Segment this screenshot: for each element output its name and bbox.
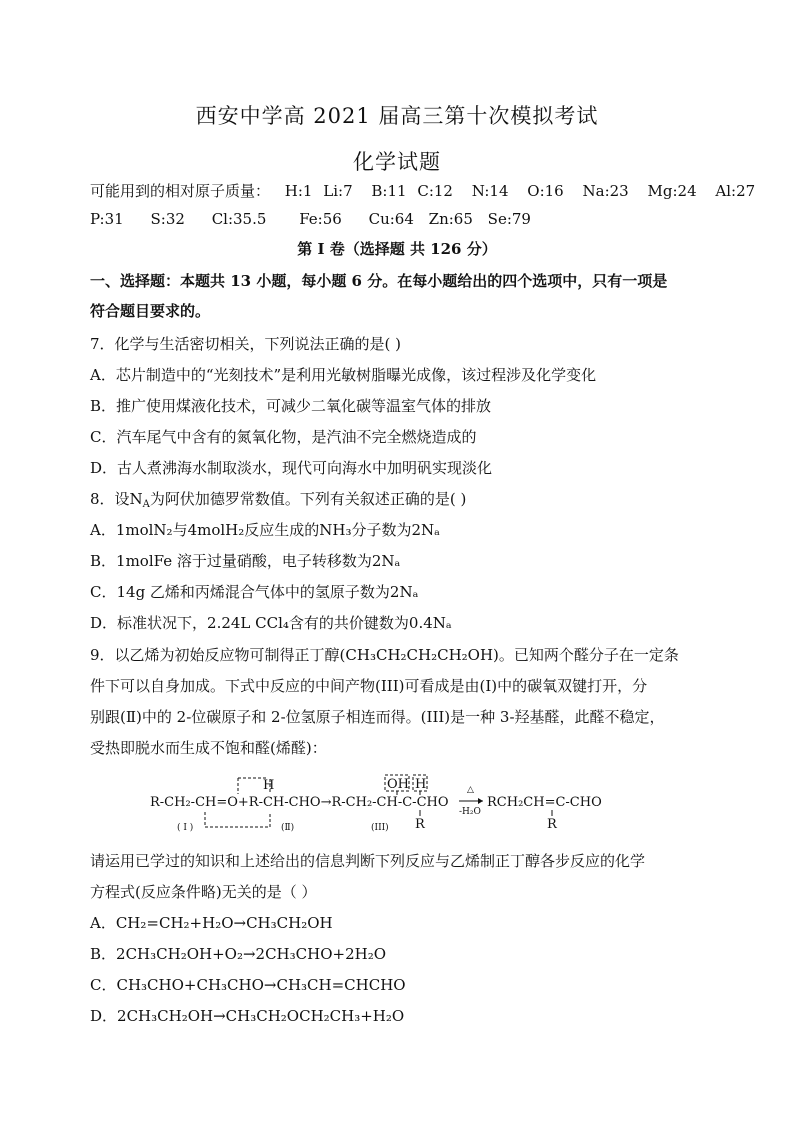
question-7-option-a: A．芯片制造中的“光刻技术”是利用光敏树脂曝光成像，该过程涉及化学变化 (90, 366, 597, 384)
question-9-option-a: A．CH₂=CH₂+H₂O→CH₃CH₂OH (90, 914, 333, 932)
question-9-text: 受热即脱水而生成不饱和醛(烯醛)： (90, 739, 327, 757)
atomic-mass: H:1 (284, 182, 313, 200)
atomic-mass: Zn:65 (428, 210, 473, 228)
question-8-option-b: B．1molFe 溶于过量硝酸，电子转移数为2Nₐ (90, 552, 401, 570)
question-9-option-d: D．2CH₃CH₂OH→CH₃CH₂OCH₂CH₃+H₂O (90, 1007, 405, 1025)
section-title: 第 I 卷（选择题 共 126 分） (297, 240, 497, 258)
label-compound-i: ( I ) (177, 823, 194, 833)
reaction-h-label: H (415, 777, 427, 792)
reaction-equation-main: R-CH₂-CH=O+R-CH-CHO→R-CH₂-CH-C-CHO (150, 795, 449, 810)
exam-title: 西安中学高 2021 届高三第十次模拟考试 (195, 104, 599, 128)
atomic-mass: Al:27 (715, 182, 756, 200)
section-instruction: 符合题目要求的。 (90, 302, 211, 320)
reaction-product: RCH₂CH=C-CHO (487, 795, 602, 810)
question-7-option-d: D．古人煮沸海水制取淡水，现代可向海水中加明矾实现淡化 (90, 459, 493, 477)
atomic-mass: N:14 (471, 182, 509, 200)
atomic-mass: Cl:35.5 (211, 210, 267, 228)
atomic-mass: Cu:64 (368, 210, 414, 228)
minus-water-label: -H₂O (459, 807, 481, 817)
question-9-text: 件下可以自身加成。下式中反应的中间产物(III)可看成是由(Ⅰ)中的碳氧双键打开，分 (90, 677, 648, 695)
label-compound-iii: (III) (371, 823, 389, 833)
question-9-text: 9．以乙烯为初始反应物可制得正丁醇(CH₃CH₂CH₂CH₂OH)。已知两个醛分子在一定条 (90, 646, 679, 664)
atomic-mass: Mg:24 (647, 182, 697, 200)
question-8-stem-pre: 8．设N (90, 490, 143, 508)
atomic-masses-row1 (90, 180, 755, 201)
question-9-prompt: 请运用已学过的知识和上述给出的信息判断下列反应与乙烯制正丁醇各步反应的化学 (90, 852, 646, 870)
question-7-stem: 7．化学与生活密切相关，下列说法正确的是( ) (90, 335, 402, 353)
reaction-r-label: R (415, 817, 425, 832)
reaction-oh-label: OH (387, 777, 409, 792)
atomic-mass: Se:79 (487, 210, 531, 228)
label-compound-ii: (Ⅱ) (281, 823, 295, 833)
question-8-option-c: C．14g 乙烯和丙烯混合气体中的氢原子数为2Nₐ (90, 583, 419, 601)
question-8-stem-post: 为阿伏加德罗常数值。下列有关叙述正确的是( ) (149, 490, 467, 508)
atomic-mass: O:16 (527, 182, 564, 200)
section-instruction: 一、选择题：本题共 13 小题，每小题 6 分。在每小题给出的四个选项中，只有一项是 (90, 272, 668, 290)
question-9-option-c: C．CH₃CHO+CH₃CHO→CH₃CH=CHCHO (90, 976, 406, 994)
question-7-option-c: C．汽车尾气中含有的氮氧化物，是汽油不完全燃烧造成的 (90, 428, 477, 446)
atomic-mass: B:11 (371, 182, 407, 200)
atomic-mass: Na:23 (582, 182, 629, 200)
atomic-mass: Fe:56 (299, 210, 342, 228)
question-8-stem-sub: A (142, 499, 150, 510)
heat-symbol: △ (467, 785, 474, 795)
question-8-stem (90, 488, 466, 509)
atomic-masses-row2 (90, 210, 553, 228)
question-8-option-d: D．标准状况下，2.24L CCl₄含有的共价键数为0.4Nₐ (90, 614, 452, 632)
atomic-masses-label: 可能用到的相对原子质量： (90, 182, 271, 200)
atomic-mass: S:32 (150, 210, 185, 228)
aldol-reaction-diagram (145, 772, 615, 834)
question-9-text: 别跟(Ⅱ)中的 2-位碳原子和 2-位氢原子相连而得。(III)是一种 3-羟基醛，此醛不稳定， (90, 708, 665, 726)
atomic-mass: Li:7 (323, 182, 353, 200)
question-7-option-b: B．推广使用煤液化技术，可减少二氧化碳等温室气体的排放 (90, 397, 492, 415)
question-8-option-a: A．1molN₂与4molH₂反应生成的NH₃分子数为2Nₐ (90, 521, 440, 539)
atomic-mass: P:31 (90, 210, 124, 228)
atomic-mass: C:12 (417, 182, 453, 200)
question-9-option-b: B．2CH₃CH₂OH+O₂→2CH₃CHO+2H₂O (90, 945, 387, 963)
exam-subtitle: 化学试题 (353, 150, 441, 174)
reaction-r-label: R (547, 817, 557, 832)
reaction-h-label: H (263, 778, 275, 793)
question-9-prompt: 方程式(反应条件略)无关的是（ ） (90, 883, 317, 901)
